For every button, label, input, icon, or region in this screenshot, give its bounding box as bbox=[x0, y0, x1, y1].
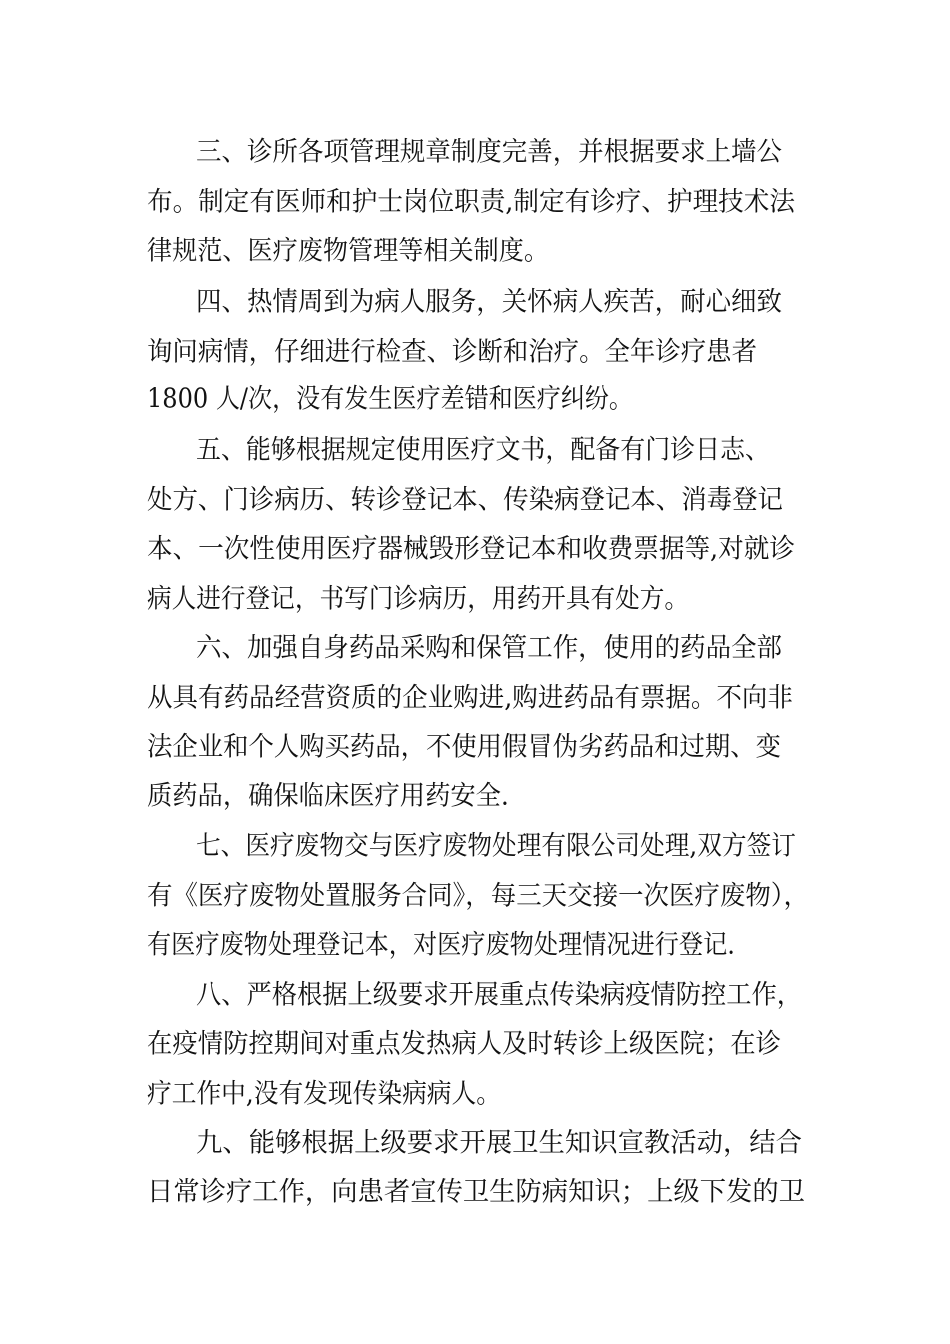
paragraph-7-line-1: 七、医疗废物交与医疗废物处理有限公司处理,双方签订 bbox=[196, 830, 796, 861]
paragraph-8-line-3: 疗工作中,没有发现传染病病人。 bbox=[147, 1078, 501, 1109]
paragraph-3-line-2: 布。制定有医师和护士岗位职责,制定有诊疗、护理技术法 bbox=[147, 186, 795, 217]
paragraph-3-line-3: 律规范、医疗废物管理等相关制度。 bbox=[147, 235, 550, 266]
paragraph-9-line-1: 九、能够根据上级要求开展卫生知识宣教活动，结合 bbox=[196, 1127, 803, 1158]
paragraph-6-line-3: 法企业和个人购买药品，不使用假冒伪劣药品和过期、变 bbox=[147, 731, 782, 762]
paragraph-6-line-4: 质药品，确保临床医疗用药安全. bbox=[147, 780, 509, 811]
paragraph-8-line-1: 八、严格根据上级要求开展重点传染病疫情防控工作， bbox=[196, 979, 803, 1010]
paragraph-9-line-2: 日常诊疗工作，向患者宣传卫生防病知识；上级下发的卫 bbox=[147, 1176, 806, 1207]
paragraph-4-line-1: 四、热情周到为病人服务，关怀病人疾苦，耐心细致 bbox=[196, 286, 783, 317]
paragraph-4-line-3: 1800 人/次，没有发生医疗差错和医疗纠纷。 bbox=[147, 383, 633, 414]
paragraph-5-line-4: 病人进行登记，书写门诊病历，用药开具有处方。 bbox=[147, 583, 690, 614]
paragraph-8-line-2: 在疫情防控期间对重点发热病人及时转诊上级医院；在诊 bbox=[147, 1028, 782, 1059]
paragraph-6-line-2: 从具有药品经营资质的企业购进,购进药品有票据。不向非 bbox=[147, 682, 793, 713]
paragraph-3-line-1: 三、诊所各项管理规章制度完善，并根据要求上墙公 bbox=[196, 136, 783, 167]
paragraph-5-line-1: 五、能够根据规定使用医疗文书，配备有门诊日志、 bbox=[196, 434, 771, 465]
paragraph-6-line-1: 六、加强自身药品采购和保管工作，使用的药品全部 bbox=[196, 632, 783, 663]
paragraph-4-line-2: 询问病情，仔细进行检查、诊断和治疗。全年诊疗患者 bbox=[147, 336, 758, 367]
paragraph-7-line-3: 有医疗废物处理登记本，对医疗废物处理情况进行登记. bbox=[147, 929, 735, 960]
paragraph-5-line-2: 处方、门诊病历、转诊登记本、传染病登记本、消毒登记 bbox=[147, 484, 784, 515]
paragraph-5-line-3: 本、一次性使用医疗器械毁形登记本和收费票据等,对就诊 bbox=[147, 533, 795, 564]
paragraph-7-line-2: 有《医疗废物处置服务合同》，每三天交接一次医疗废物）， bbox=[147, 880, 810, 911]
